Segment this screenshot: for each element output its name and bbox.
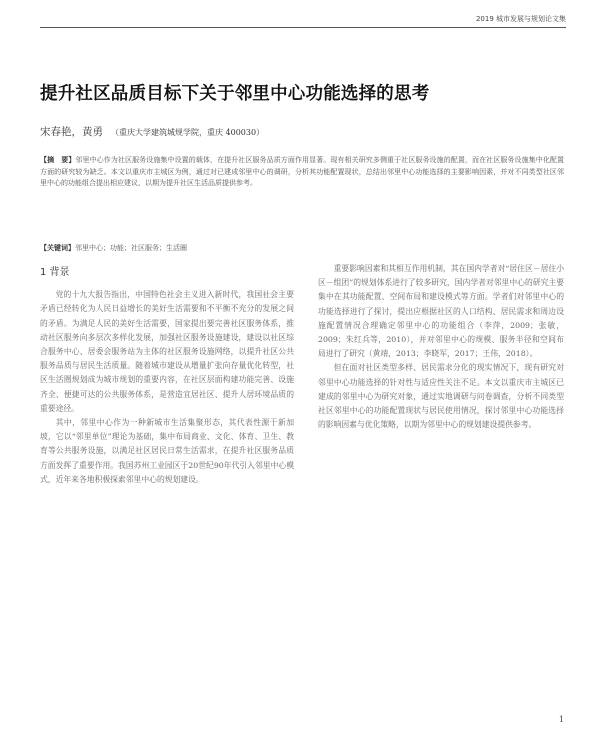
body-paragraph: 其中，邻里中心作为一种新城市生活集聚形态，其代表性源于新加坡，它以“邻里单位”理论为基础，集中布局商业、文化、体育、卫生、教育等公共服务设施，以满足社区居民日常生活需求，在提升社区服务品质方面发挥了重要作用。我国苏州工业园区于20世纪90年代引入邻里中心模式，近年来各地积极探索邻里中心的规划建设。 — [40, 418, 294, 484]
authors: 宋春艳，黄勇 — [40, 126, 103, 138]
body-paragraph: 党的十九大报告指出，中国特色社会主义进入新时代，我国社会主要矛盾已经转化为人民日益增长的美好生活需要和不平衡不充分的发展之间的矛盾。为满足人民的美好生活需要，国家提出要完善社区服务体系，推动社区服务向多层次多样化发展，加强社区服务设施建设，建设以社区综合服务中心、居委会服务站为主体的社区服务设施网络，以提升社区公共服务品质与居民生活质量。随着城市建设从增量扩张向存量优化转型，社区生活圈规划成为城市规划的重要内容，在社区层面构建功能完善、设施齐全、便捷可达的公共服务体系，是营造宜居社区、提升人居环境品质的重要途径。 — [40, 290, 294, 413]
body-column-right — [318, 262, 564, 432]
keywords-tag: 【关键词】 — [40, 243, 75, 252]
body-column-left — [40, 262, 294, 487]
header-rule — [40, 27, 566, 28]
running-head: 2019 城市发展与规划论文集 — [475, 15, 566, 23]
abstract-text: 邻里中心作为社区服务设施集中设置的载体，在提升社区服务品质方面作用显著。现有相关研究多侧重于社区服务设施的配置，而在社区服务设施集中化配置方面的研究较为缺乏。本文以重庆市主城区为例，通过对已建成邻里中心的调研，分析其功能配置现状，总结出邻里中心功能选择的主要影响因素，并对不同类型社区邻里中心的功能组合提出相应建议，以期为提升社区生活品质提供参考。 — [40, 156, 565, 188]
author-line — [40, 124, 566, 139]
keywords-text: 邻里中心；功能；社区服务；生活圈 — [75, 244, 187, 252]
keywords — [40, 242, 564, 254]
affiliation: （重庆大学建筑城规学院，重庆 400030） — [111, 128, 265, 137]
page-number: 1 — [558, 715, 564, 724]
paper-title: 提升社区品质目标下关于邻里中心功能选择的思考 — [40, 84, 430, 104]
abstract — [40, 154, 564, 190]
body-paragraph: 重要影响因素和其相互作用机制，其在国内学者对“居住区－居住小区－组团”的规划体系进行了较多研究，国内学者对邻里中心的研究主要集中在其功能配置、空间布局和建设模式等方面。学者们对邻里中心的功能选择进行了探讨，提出应根据社区的人口结构、居民需求和周边设施配置情况合理确定邻里中心的功能组合（李萍，2009；张敏，2009；朱红兵等，2010），并对邻里中心的规模、服务半径和空间布局进行了研究（黄靖，2013；李晓军，2017；王伟，2018）。 — [318, 264, 564, 359]
abstract-tag: 【摘 要】 — [40, 155, 76, 164]
section-heading: 1 背景 — [40, 267, 70, 278]
body-paragraph: 但在面对社区类型多样、居民需求分化的现实情况下，现有研究对邻里中心功能选择的针对性与适应性关注不足。本文以重庆市主城区已建成的邻里中心为研究对象，通过实地调研与问卷调查，分析不同类型社区邻里中心的功能配置现状与居民使用情况，探讨邻里中心功能选择的影响因素与优化策略，以期为邻里中心的规划建设提供参考。 — [318, 363, 564, 430]
